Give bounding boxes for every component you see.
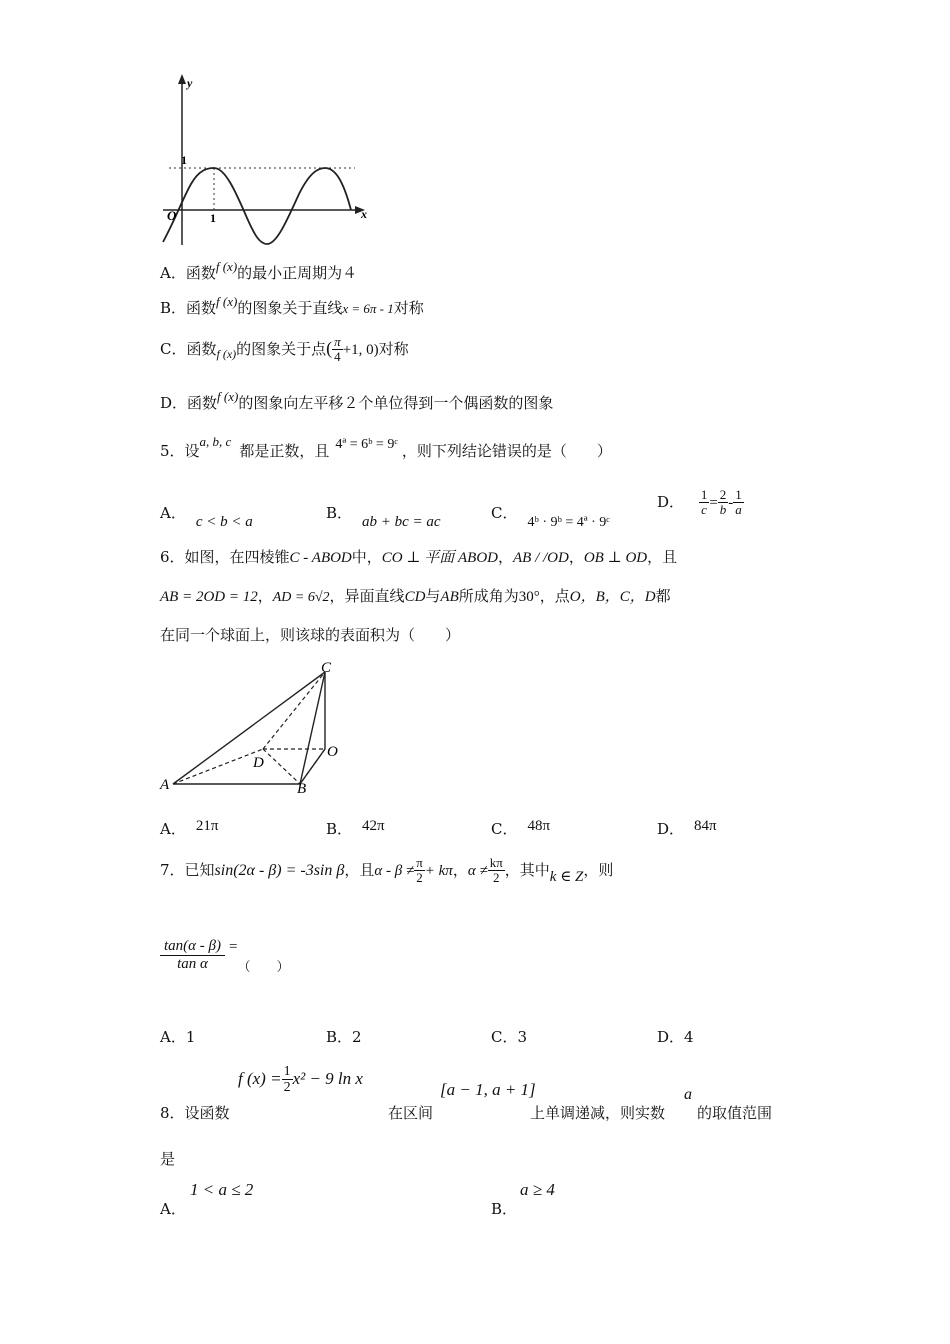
math-fx: f (x) — [216, 294, 238, 309]
q7-paren: （ ） — [237, 960, 290, 975]
q7-option-d — [657, 1026, 694, 1047]
option-value: 21π — [195, 818, 219, 834]
q6-text: 中， — [351, 548, 382, 566]
q6-option-a — [160, 818, 218, 839]
edge-DB — [263, 749, 300, 784]
option-label: D． — [160, 394, 188, 412]
q7-option-b — [326, 1026, 362, 1047]
math-fx: f (x) — [215, 259, 238, 274]
q7-expression — [160, 938, 290, 975]
option-text: 的最小正周期为４ — [237, 264, 358, 282]
option-label: D． — [657, 1028, 685, 1046]
q5-text: ，则下列结论错误的是（ ） — [401, 442, 612, 460]
q6-text: ， — [568, 548, 584, 566]
q7-option-c — [491, 1026, 527, 1047]
option-text: 函数 — [187, 394, 218, 412]
q4-option-a — [160, 259, 358, 283]
vertex-label-D: D — [253, 755, 264, 771]
q5-stem — [160, 434, 612, 461]
edge-AC — [173, 672, 325, 784]
fraction-half: $\frac{1}{2}$ — [283, 1064, 291, 1096]
q8-option-b — [491, 1198, 517, 1219]
q7-math: + kπ — [424, 862, 453, 879]
q8-rest: x² − 9 ln x — [292, 1068, 363, 1088]
q8-text: 在区间 — [388, 1104, 434, 1122]
option-label: B． — [326, 1028, 353, 1046]
q6-text: ， — [257, 587, 273, 605]
y-axis-label: y — [187, 76, 193, 90]
q5-option-b — [326, 502, 441, 530]
x-tick-label: 1 — [210, 211, 216, 225]
option-label: C． — [491, 504, 518, 522]
option-label: A． — [160, 820, 186, 838]
option-math: 4ᵇ · 9ᵇ = 4ª · 9ᶜ — [527, 515, 610, 530]
q4-option-c — [160, 335, 409, 365]
point-rest: +1, 0) — [342, 341, 379, 358]
q7-math: α ≠ — [467, 862, 488, 879]
option-label: B． — [326, 820, 353, 838]
q7-text: ，则 — [583, 860, 614, 879]
paren: ( — [326, 337, 333, 358]
q6-math: AB / /OD — [513, 550, 569, 566]
q5-option-a — [160, 502, 253, 530]
q8-var-a: a — [684, 1086, 692, 1103]
option-label: B． — [326, 504, 353, 522]
equals-sign: = — [229, 939, 238, 955]
q6-option-c — [491, 818, 550, 839]
vertex-label-O: O — [327, 744, 338, 760]
option-label: C． — [491, 820, 518, 838]
q8-text: 上单调递减，则实数 — [530, 1104, 666, 1122]
fraction-1-c: $\frac{1}{c}$ — [700, 487, 708, 518]
option-label: A． — [160, 264, 186, 282]
q8-line — [160, 1102, 790, 1123]
math-vars: a, b, c — [199, 434, 232, 449]
option-label: C． — [491, 1028, 518, 1046]
q8-fx: f (x) = — [238, 1068, 282, 1088]
q6-text: 6．如图，在四棱锥 — [160, 548, 290, 566]
q6-line-3: 在同一个球面上，则该球的表面积为（ ） — [160, 626, 461, 644]
option-value: 4 — [684, 1028, 694, 1046]
q6-math: CO ⊥ 平面 ABOD — [381, 550, 498, 566]
option-text: 对称 — [393, 299, 424, 317]
q6-option-d — [657, 818, 717, 839]
q7-math: sin(2α - β) = -3sin β — [214, 861, 345, 879]
q6-text: ， — [497, 548, 513, 566]
origin-label: O — [167, 208, 177, 223]
math-equation: 4ª = 6ᵇ = 9ᶜ — [335, 437, 398, 452]
option-value: 1 — [185, 1028, 196, 1046]
q5-option-c — [491, 502, 610, 530]
q8-interval: [a − 1, a + 1] — [440, 1080, 536, 1099]
sine-graph-figure — [155, 70, 375, 250]
q4-option-b — [160, 294, 424, 318]
minus-sign: - — [728, 494, 734, 511]
q5-number: 5．设 — [160, 442, 200, 460]
q6-math: AB = 2OD = 12 — [160, 589, 258, 605]
fraction-kpi-2: $\frac{k\pi}{2}$ — [489, 855, 503, 886]
q6-math: C - ABOD — [289, 550, 352, 566]
q8-option-a-math: 1 < a ≤ 2 — [190, 1180, 254, 1199]
point-fraction: $\frac{\pi}{4}$ — [334, 334, 341, 365]
q6-text: ，点 — [539, 587, 570, 605]
q6-text: 都 — [655, 587, 671, 605]
q6-math: 30° — [518, 589, 540, 605]
fraction-pi-2: $\frac{\pi}{2}$ — [416, 855, 423, 886]
option-label: B． — [491, 1200, 518, 1218]
math-line-eq: x = 6π - 1 — [342, 301, 394, 316]
option-label: A． — [160, 1200, 186, 1218]
q8-line-2: 是 — [160, 1150, 176, 1168]
option-text: 函数 — [186, 299, 217, 317]
option-value: 42π — [362, 818, 385, 834]
q7-option-a — [160, 1026, 195, 1047]
q5-text: 都是正数，且 — [239, 442, 330, 460]
option-label: A． — [160, 504, 186, 522]
q6-text: ，异面直线 — [329, 587, 405, 605]
option-text: 函数 — [185, 264, 216, 282]
option-value: 2 — [352, 1028, 362, 1046]
option-value: 84π — [694, 818, 717, 834]
vertex-label-B: B — [297, 781, 307, 797]
q8-function — [238, 1064, 363, 1096]
pyramid-figure — [155, 660, 355, 800]
option-text: 对称 — [378, 339, 409, 358]
option-text: 的图象关于点 — [236, 339, 327, 358]
edge-AD — [173, 749, 263, 784]
q7-math: α - β ≠ — [374, 862, 415, 879]
option-label: D． — [657, 820, 685, 838]
y-axis-arrow — [178, 74, 186, 84]
y-tick-label: 1 — [181, 153, 187, 167]
option-label: D． — [657, 492, 685, 511]
option-math: c < b < a — [195, 514, 253, 530]
vertex-label-A: A — [160, 777, 170, 793]
q6-text: 所成角为 — [458, 587, 519, 605]
fraction-2-b: $\frac{2}{b}$ — [719, 487, 727, 518]
tan-fraction: $\frac{\tan(\alpha - \beta)}{\text{tan α}}$ — [160, 938, 225, 972]
q6-option-b — [326, 818, 385, 839]
q8-option-b-math: a ≥ 4 — [520, 1180, 555, 1199]
q6-text: ，且 — [647, 548, 678, 566]
q6-line-2 — [160, 585, 671, 606]
option-text: 的图象关于直线 — [237, 299, 343, 317]
q6-math: OB ⊥ OD — [583, 550, 648, 566]
q7-text: ，且 — [344, 860, 375, 879]
sine-curve — [163, 168, 351, 244]
q8-text: 的取值范围 — [697, 1104, 773, 1122]
equals-sign: = — [709, 494, 718, 511]
q7-stem — [160, 856, 613, 886]
q6-text: 与 — [425, 587, 441, 605]
math-fx: f (x) — [217, 389, 239, 404]
q6-math: CD — [404, 589, 426, 605]
option-text: 函数 — [186, 339, 217, 358]
q7-text: ，其中 — [504, 860, 550, 879]
fraction-1-a: $\frac{1}{a}$ — [735, 487, 742, 518]
option-text: 的图象向左平移２个单位得到一个偶函数的图象 — [238, 394, 554, 412]
q7-math: k ∈ Z — [549, 868, 584, 885]
option-label: B． — [160, 299, 187, 317]
vertex-label-C: C — [321, 660, 332, 676]
option-math: ab + bc = ac — [362, 514, 441, 530]
x-axis-label: x — [361, 207, 367, 221]
q6-math: O，B，C，D — [569, 589, 656, 605]
q4-option-d — [160, 389, 554, 413]
option-value: 48π — [527, 818, 551, 834]
option-label: A． — [160, 1028, 186, 1046]
option-value: 3 — [517, 1028, 528, 1046]
q6-math: AD = 6√2 — [272, 590, 330, 605]
q5-option-d — [657, 488, 744, 518]
math-fx: f (x) — [216, 346, 237, 361]
option-label: C． — [160, 339, 187, 358]
q7-text: 7．已知 — [160, 860, 215, 879]
q6-line-1 — [160, 546, 677, 567]
q7-text: ， — [452, 860, 468, 879]
q8-option-a — [160, 1198, 186, 1219]
q6-math: AB — [440, 589, 459, 605]
q8-text: 8．设函数 — [160, 1104, 230, 1122]
